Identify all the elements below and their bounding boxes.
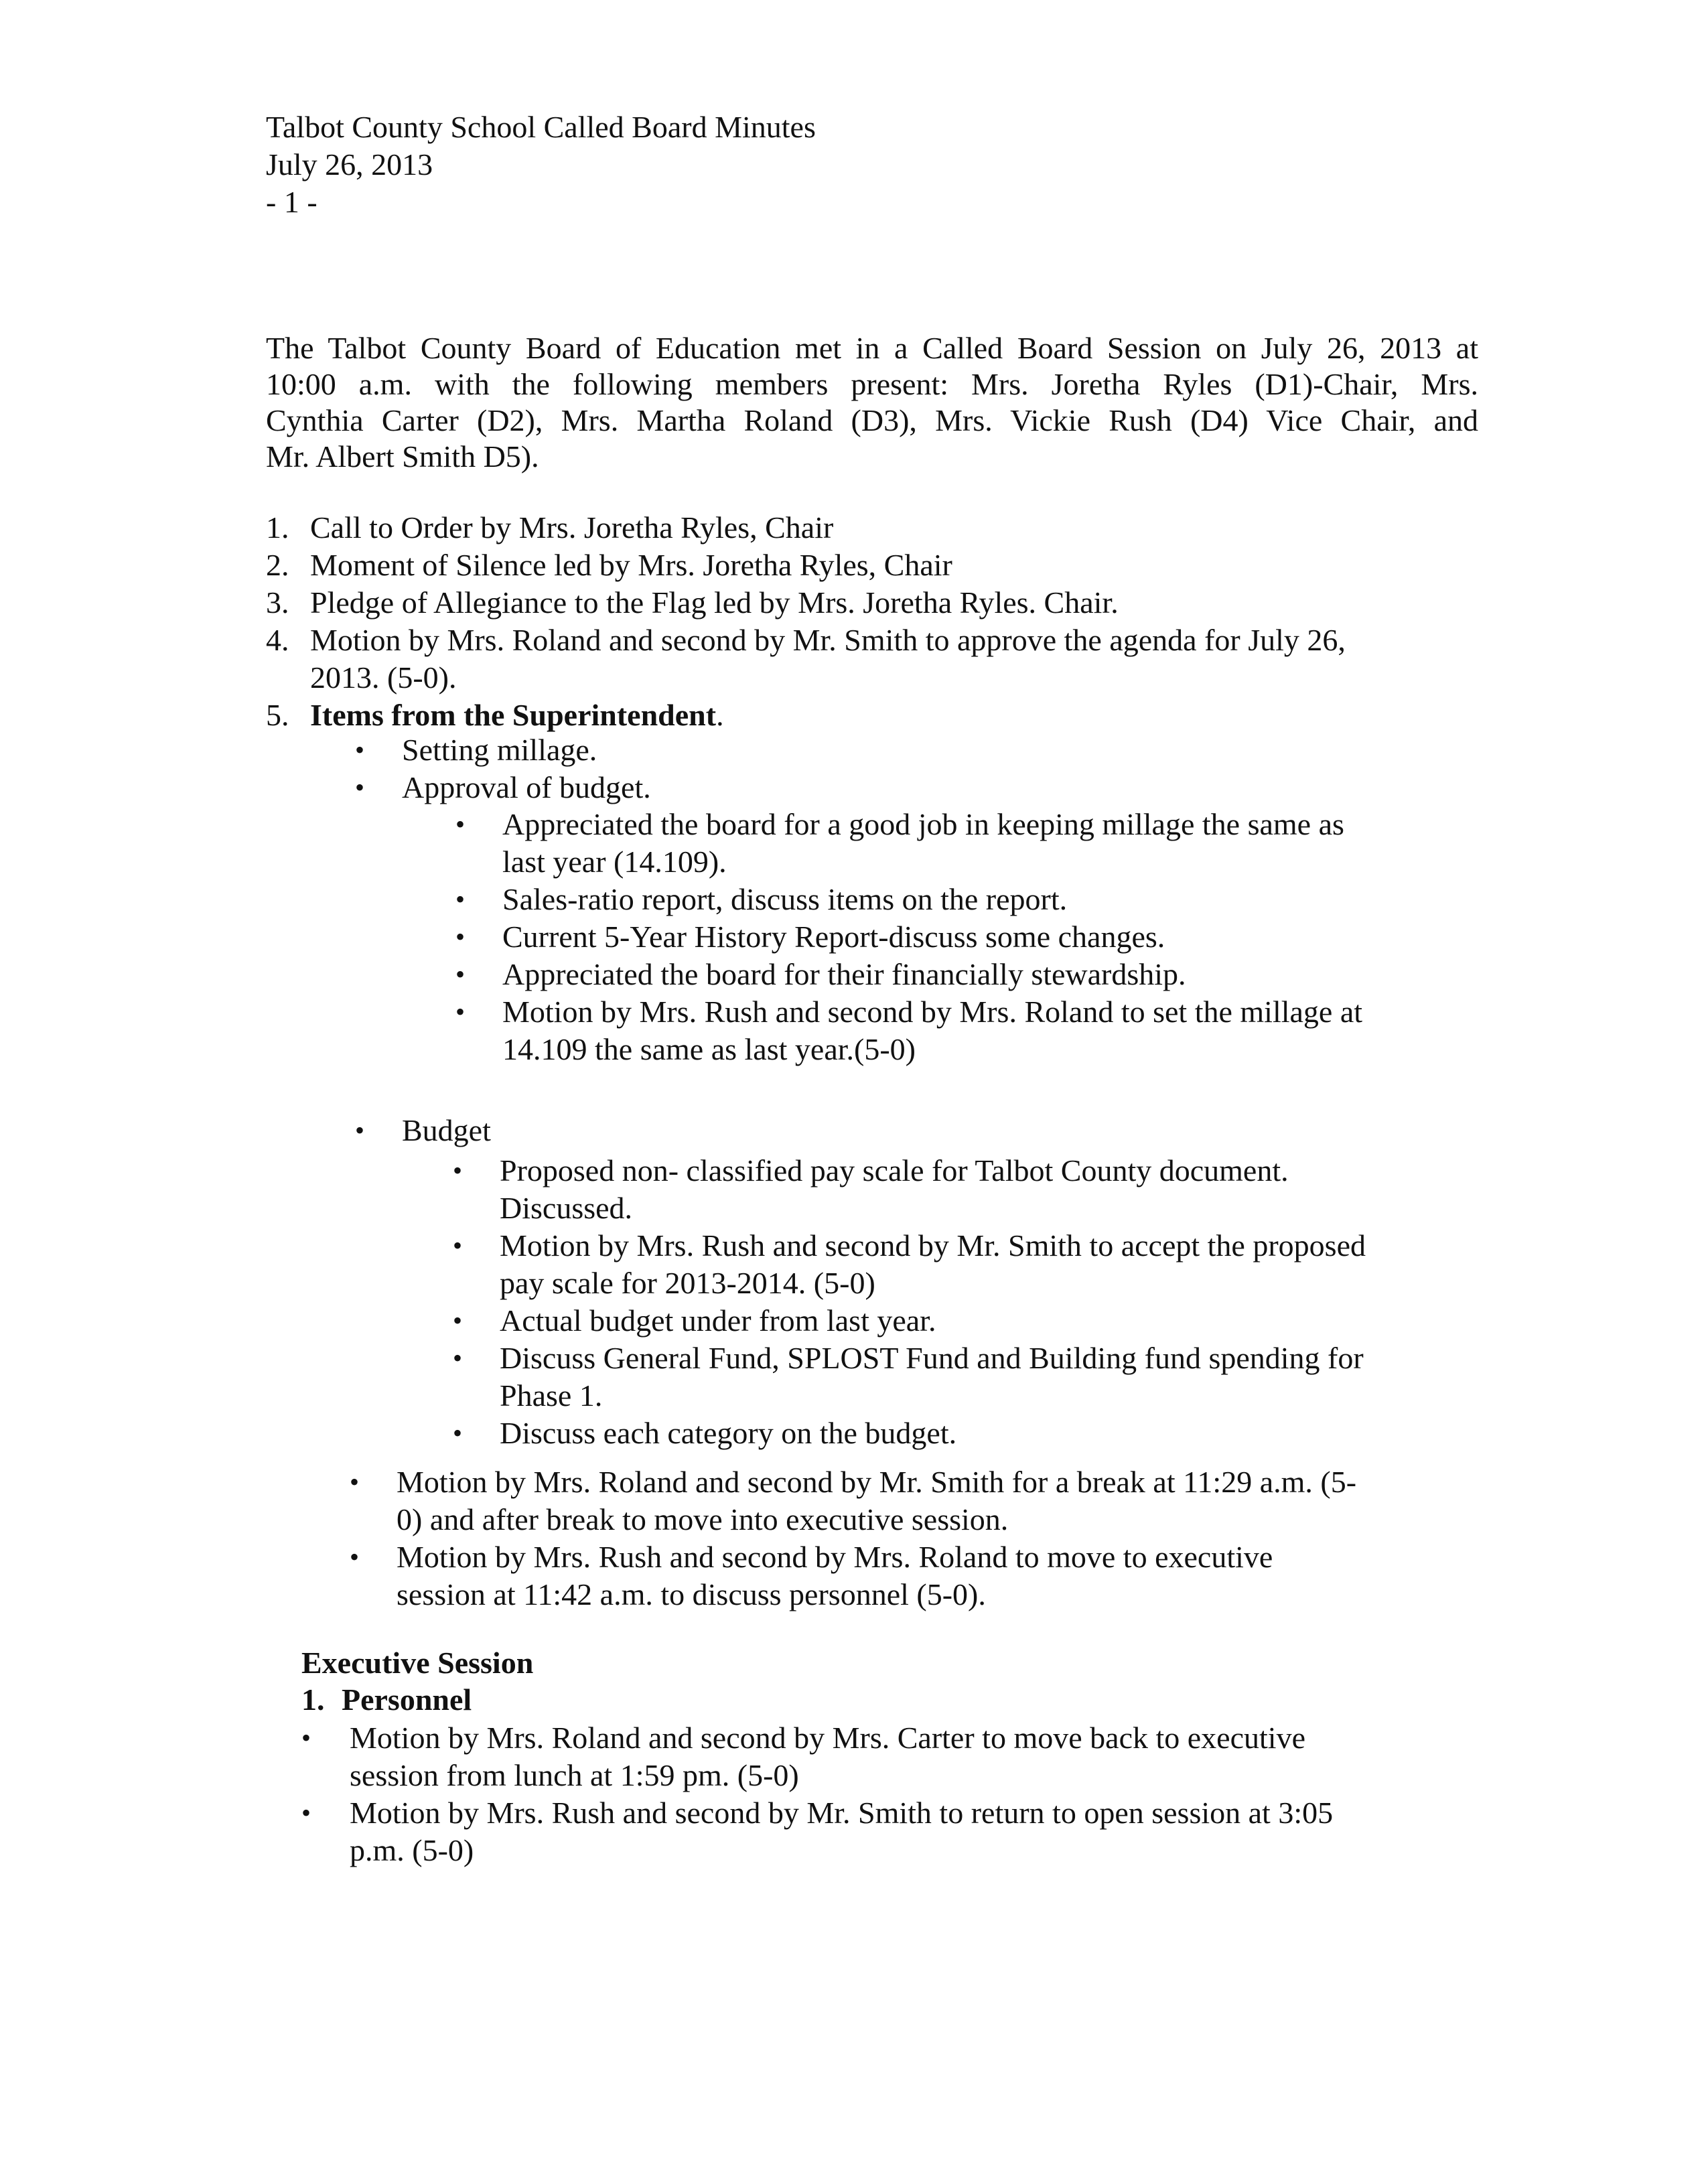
page-number: - 1 -	[266, 185, 317, 219]
agenda-item	[266, 584, 1478, 622]
bullet-icon: •	[455, 959, 466, 989]
section-heading-superintendent: Items from the Superintendent	[310, 698, 717, 732]
bullet-icon: •	[453, 1343, 463, 1373]
line: p.m. (5-0)	[350, 1833, 474, 1867]
bullet-text	[397, 1463, 1475, 1538]
meeting-date: July 26, 2013	[266, 147, 433, 182]
list-item	[455, 956, 1474, 993]
list-item-text	[500, 1340, 1471, 1415]
personnel-title: Personnel	[342, 1682, 472, 1717]
bullet-icon: •	[455, 809, 466, 839]
list-item	[301, 1794, 1480, 1869]
list-item	[455, 918, 1474, 956]
agenda-text: Pledge of Allegiance to the Flag led by Mrs. Joretha Ryles. Chair.	[310, 585, 1119, 620]
bullet-icon: •	[350, 1542, 360, 1572]
intro-line: The Talbot County Board of Education met in a Called Board Session on July 26, 2013 at	[266, 331, 1478, 365]
agenda-text	[310, 622, 1478, 697]
list-item-text: Sales-ratio report, discuss items on the report.	[502, 882, 1068, 916]
list-item	[455, 993, 1474, 1068]
list-item-text: Discuss each category on the budget.	[500, 1416, 957, 1450]
agenda-number: 1.	[266, 510, 289, 545]
bullet-icon: •	[453, 1418, 463, 1448]
line: Discussed.	[500, 1191, 633, 1225]
intro-paragraph	[266, 330, 1478, 474]
bullet-setting-millage	[355, 731, 597, 769]
document-header	[266, 109, 816, 221]
agenda-item	[266, 547, 1478, 584]
list-item-text: Appreciated the board for their financially stewardship.	[502, 957, 1186, 991]
line: Proposed non- classified pay scale for Talbot County document.	[500, 1153, 1289, 1187]
bullet-icon: •	[455, 997, 466, 1027]
agenda-number: 5.	[266, 698, 289, 732]
bullet-icon: •	[301, 1723, 311, 1753]
bullet-icon: •	[350, 1467, 360, 1497]
agenda-number: 4.	[266, 623, 289, 657]
personnel-heading	[301, 1681, 472, 1719]
list-item	[453, 1227, 1471, 1302]
executive-session-heading: Executive Session	[301, 1646, 534, 1680]
line: Discuss General Fund, SPLOST Fund and Building fund spending for	[500, 1341, 1364, 1375]
list-item-text: Current 5-Year History Report-discuss some changes.	[502, 920, 1165, 954]
agenda-number: 3.	[266, 585, 289, 620]
line: 14.109 the same as last year.(5-0)	[502, 1032, 916, 1066]
list-item-text	[500, 1152, 1471, 1227]
line: session from lunch at 1:59 pm. (5-0)	[350, 1758, 799, 1792]
list-item	[455, 806, 1474, 881]
list-item	[453, 1415, 1471, 1452]
agenda-text: Call to Order by Mrs. Joretha Ryles, Chair	[310, 510, 834, 545]
agenda-number: 2.	[266, 548, 289, 582]
bullet-approval-budget	[355, 769, 651, 806]
heading-period: .	[716, 698, 724, 732]
bullet-icon: •	[355, 735, 365, 765]
line: Motion by Mrs. Roland and second by Mr. Smith for a break at 11:29 a.m. (5-	[397, 1465, 1357, 1499]
list-item-text	[350, 1719, 1480, 1794]
bullet-icon: •	[355, 1115, 365, 1145]
list-item-text	[350, 1794, 1480, 1869]
line: Motion by Mrs. Rush and second by Mrs. Roland to move to executive	[397, 1540, 1273, 1574]
list-item	[453, 1340, 1471, 1415]
bullet-text: Setting millage.	[402, 733, 597, 767]
line: Motion by Mrs. Rush and second by Mr. Smith to return to open session at 3:05	[350, 1796, 1334, 1830]
bullet-break-motion	[350, 1463, 1475, 1538]
line: Appreciated the board for a good job in keeping millage the same as	[502, 807, 1344, 841]
line: Motion by Mrs. Rush and second by Mr. Smith to accept the proposed	[500, 1228, 1366, 1263]
budget-list	[453, 1152, 1471, 1452]
bullet-executive-motion	[350, 1538, 1475, 1613]
line: pay scale for 2013-2014. (5-0)	[500, 1266, 875, 1300]
bullet-budget	[355, 1112, 491, 1149]
bullet-icon: •	[355, 772, 365, 802]
personnel-number: 1.	[301, 1682, 325, 1717]
line: Phase 1.	[500, 1378, 603, 1413]
list-item	[301, 1719, 1480, 1794]
agenda-text	[310, 697, 1478, 734]
list-item-text	[502, 806, 1474, 881]
agenda-list	[266, 509, 1478, 734]
line: last year (14.109).	[502, 845, 727, 879]
list-item-text: Actual budget under from last year.	[500, 1303, 936, 1338]
line: session at 11:42 a.m. to discuss personnel (5-0).	[397, 1577, 986, 1611]
executive-list	[301, 1719, 1480, 1869]
line: Motion by Mrs. Roland and second by Mrs. Carter to move back to executive	[350, 1721, 1305, 1755]
bullet-text	[397, 1538, 1475, 1613]
agenda-text-line: Motion by Mrs. Roland and second by Mr. Smith to approve the agenda for July 26,	[310, 623, 1346, 657]
bullet-icon: •	[453, 1305, 463, 1336]
bullet-icon: •	[453, 1155, 463, 1185]
list-item	[453, 1152, 1471, 1227]
intro-line: 10:00 a.m. with the following members present: Mrs. Joretha Ryles (D1)-Chair, Mrs.	[266, 367, 1478, 401]
list-item-text	[502, 993, 1474, 1068]
agenda-item	[266, 697, 1478, 734]
list-item-text	[500, 1227, 1471, 1302]
bullet-text: Approval of budget.	[402, 770, 651, 804]
agenda-item	[266, 509, 1478, 547]
agenda-item	[266, 622, 1478, 697]
agenda-text: Moment of Silence led by Mrs. Joretha Ryles, Chair	[310, 548, 952, 582]
line: Motion by Mrs. Rush and second by Mrs. Roland to set the millage at	[502, 995, 1363, 1029]
line: 0) and after break to move into executive session.	[397, 1502, 1009, 1536]
millage-list	[455, 806, 1474, 1068]
list-item	[455, 881, 1474, 918]
bullet-icon: •	[455, 884, 466, 914]
agenda-text-line: 2013. (5-0).	[310, 660, 457, 695]
intro-line: Cynthia Carter (D2), Mrs. Martha Roland (D3), Mrs. Vickie Rush (D4) Vice Chair, and	[266, 403, 1478, 437]
bullet-icon: •	[301, 1798, 311, 1828]
intro-line: Mr. Albert Smith D5).	[266, 439, 539, 474]
bullet-text: Budget	[402, 1113, 491, 1147]
document-title: Talbot County School Called Board Minutes	[266, 110, 816, 144]
list-item	[453, 1302, 1471, 1340]
bullet-icon: •	[453, 1230, 463, 1260]
bullet-icon: •	[455, 922, 466, 952]
